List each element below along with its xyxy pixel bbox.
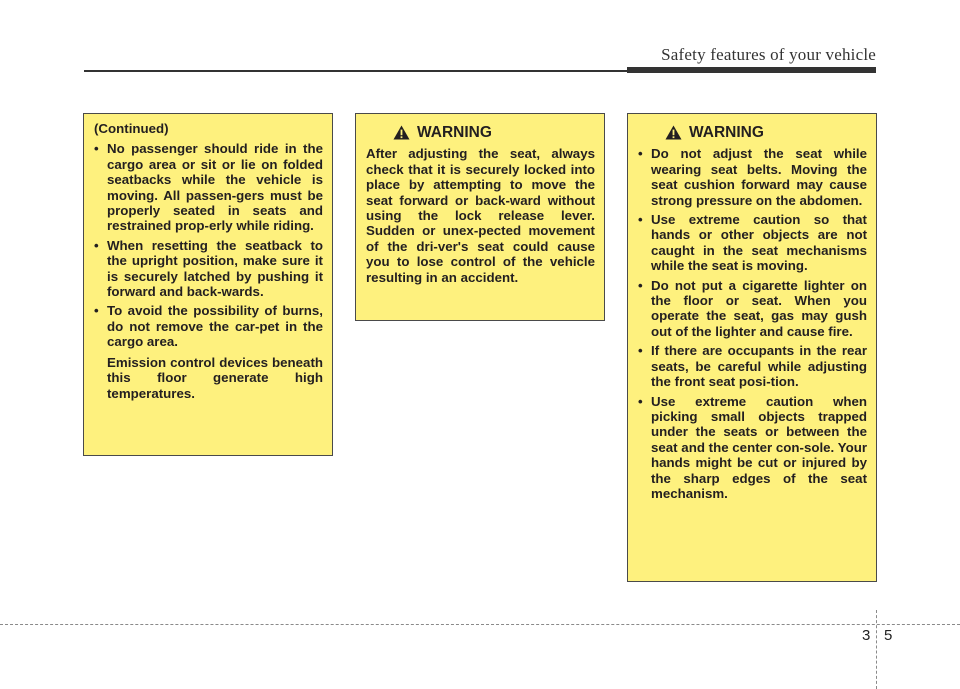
warning-label: WARNING	[417, 124, 492, 141]
warning-box-seat-adjust	[627, 113, 877, 582]
bullet-item: • Do not adjust the seat while wearing seat belts. Moving the seat cushion forward may cause strong pressure on the abdomen.	[638, 146, 867, 208]
warning-heading	[665, 125, 867, 140]
warning-triangle-icon	[665, 125, 682, 140]
continued-label: (Continued)	[94, 121, 169, 136]
bullet-item: • If there are occupants in the rear seats, be careful while adjusting the front seat posi-tion.	[638, 343, 867, 389]
chapter-number: 3	[862, 627, 871, 644]
warning-box-seat-lock	[355, 113, 605, 321]
footer-page-divider	[876, 610, 877, 689]
warning-triangle-icon	[393, 125, 410, 140]
page-number: 5	[884, 627, 893, 644]
section-title: Safety features of your vehicle	[661, 45, 876, 64]
bullet-item: • To avoid the possibility of burns, do not remove the car-pet in the cargo area.	[94, 303, 323, 349]
bullet-item: • No passenger should ride in the cargo area or sit or lie on folded seatbacks while the vehicle is moving. All passen-gers must be properly seated in seats and restrained prop-erly while riding.	[94, 141, 323, 233]
caution-bullet-list	[94, 141, 323, 349]
bullet-item: • Use extreme caution when picking small objects trapped under the seats or between the seat and the center con-sole. Your hands might be cut or injured by the sharp edges of the seat mechanism.	[638, 394, 867, 502]
warning-heading	[393, 125, 595, 140]
bullet-item: • Do not put a cigarette lighter on the floor or seat. When you operate the seat, gas may gush out of the lighter and cause fire.	[638, 278, 867, 340]
emission-note: Emission control devices beneath this floor generate high temperatures.	[107, 354, 323, 401]
warning-text: After adjusting the seat, always check that it is securely locked into place by attempting to move the seat forward or back-ward without using the lock release lever. Sudden or unex-pected movement of the dri-ver's seat could cause you to lose control of the vehicle resulting in an accident.	[366, 146, 595, 285]
bullet-item: • When resetting the seatback to the upright position, make sure it is securely latched by pushing it forward and back-wards.	[94, 238, 323, 300]
bullet-item: • Use extreme caution so that hands or other objects are not caught in the seat mechanisms while the seat is moving.	[638, 212, 867, 274]
warning-bullet-list	[638, 146, 867, 501]
header-rule-accent	[627, 67, 876, 73]
warning-label: WARNING	[689, 124, 764, 141]
continued-caution-box	[83, 113, 333, 456]
footer-dashed-rule	[0, 624, 960, 625]
